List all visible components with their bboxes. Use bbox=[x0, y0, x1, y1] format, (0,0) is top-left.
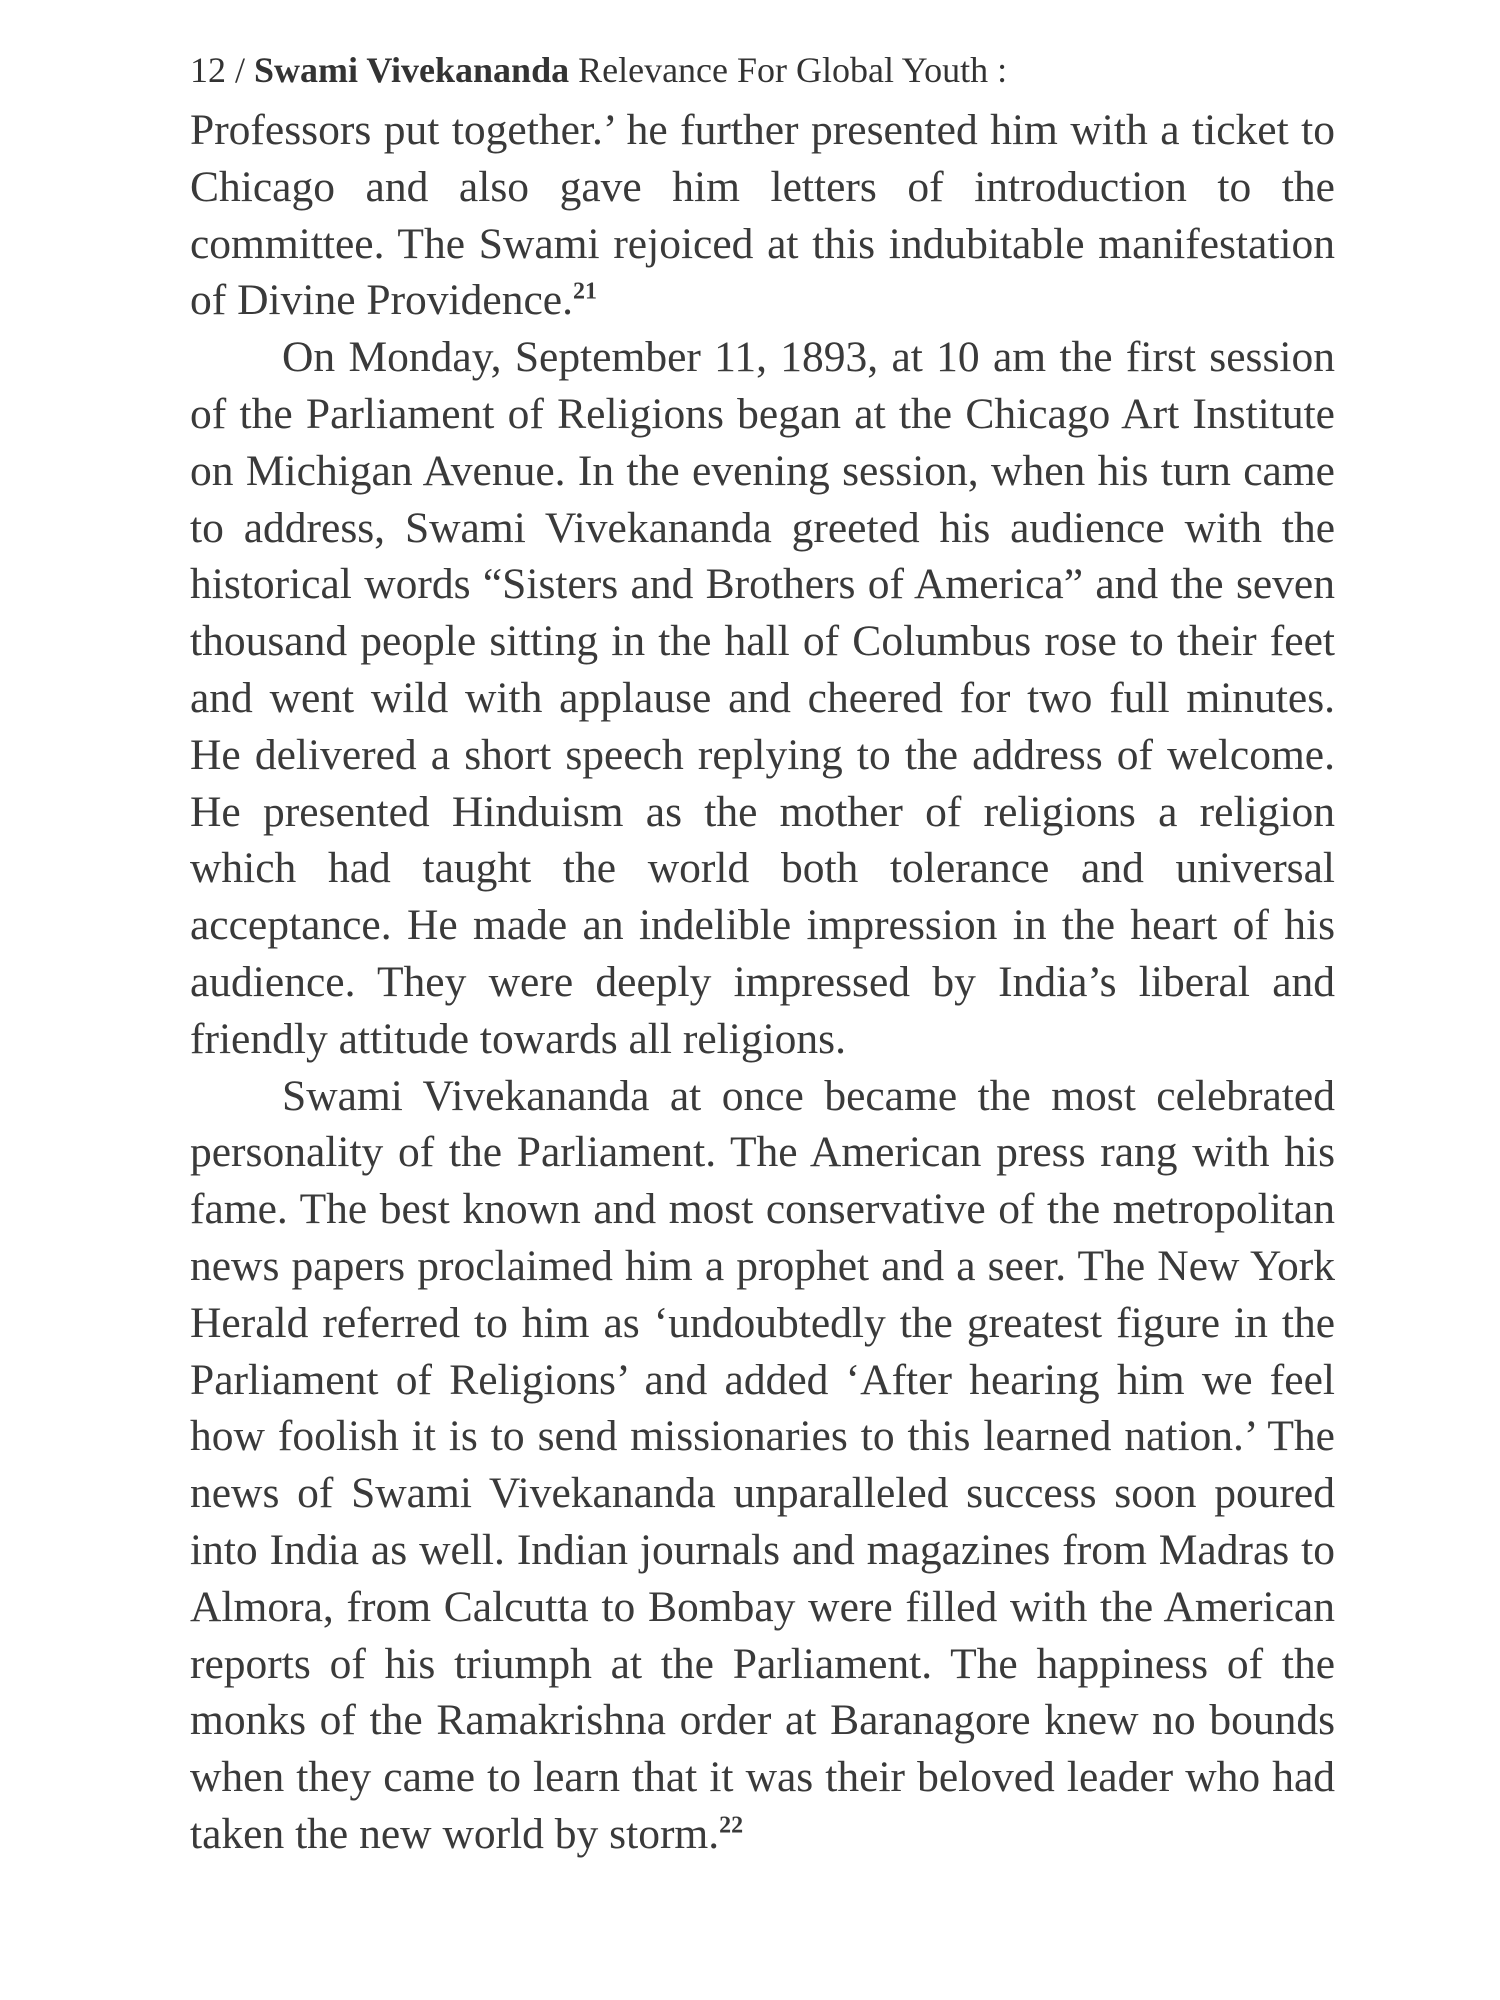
paragraph-continuation bbox=[190, 102, 1335, 329]
book-title: Swami Vivekananda bbox=[254, 50, 570, 90]
paragraph-text: Swami Vivekananda at once became the most celebrated personality of the Parliament. The American press rang with his fame. The best known and most conservative of the metropolitan news papers proclaimed him a prophet and a seer. The New York Herald referred to him as ‘undoubtedly the greatest figure in the Parliament of Religions’ and added ‘After hearing him we feel how foolish it is to send missionaries to this learned nation.’ The news of Swami Vivekananda unparalleled success soon poured into India as well. Indian journals and magazines from Madras to Almora, from Calcutta to Bombay were filled with the American reports of his triumph at the Parliament. The happiness of the monks of the Ramakrishna order at Baranagore knew no bounds when they came to learn that it was their beloved leader who had taken the new world by storm. bbox=[190, 1071, 1335, 1858]
paragraph-text: Professors put together.’ he further presented him with a ticket to Chicago and also gave him letters of introduction to the committee. The Swami rejoiced at this indubitable manifestation of Divine Providence. bbox=[190, 106, 1335, 325]
footnote-marker: 22 bbox=[719, 1812, 744, 1839]
book-subtitle: Relevance For Global Youth : bbox=[569, 50, 1008, 90]
page-number: 12 bbox=[190, 50, 226, 90]
book-page bbox=[190, 48, 1335, 1863]
paragraph-celebrated-personality bbox=[190, 1068, 1335, 1863]
header-separator: / bbox=[226, 50, 255, 90]
paragraph-parliament-session bbox=[190, 329, 1335, 1067]
running-header bbox=[190, 48, 1335, 92]
paragraph-text: On Monday, September 11, 1893, at 10 am the first session of the Parliament of Religions began at the Chicago Art Institute on Michigan Avenue. In the evening session, when his turn came to address, Swami Vivekananda greeted his audience with the historical words “Sisters and Brothers of America” and the seven thousand people sitting in the hall of Columbus rose to their feet and went wild with applause and cheered for two full minutes. He delivered a short speech replying to the address of welcome. He presented Hinduism as the mother of religions a religion which had taught the world both tolerance and universal acceptance. He made an indelible impression in the heart of his audience. They were deeply impressed by India’s liberal and friendly attitude towards all religions. bbox=[190, 333, 1335, 1063]
footnote-marker: 21 bbox=[572, 278, 597, 305]
